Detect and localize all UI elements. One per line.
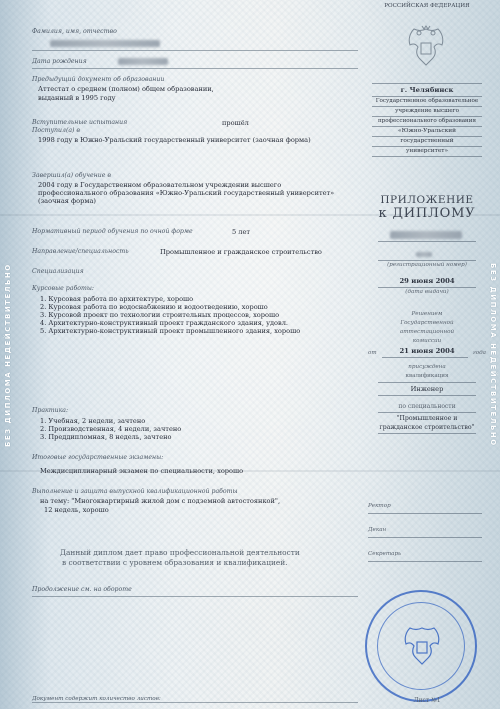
divider	[32, 702, 358, 703]
divider	[378, 260, 476, 261]
divider	[372, 116, 482, 117]
decision-date: 21 июня 2004	[399, 347, 455, 355]
institution-line: государственный	[400, 138, 454, 144]
left-column	[32, 0, 362, 709]
divider	[32, 68, 358, 69]
rights-line: в соответствии с уровнем образования и квалификацией.	[62, 558, 288, 567]
practice-item: 2. Производственная, 4 недели, зачтено	[40, 425, 182, 433]
redacted-diploma-number	[390, 231, 462, 239]
awarded-line: присуждена	[408, 364, 446, 370]
divider	[372, 83, 482, 84]
decision-line: Государственной	[400, 320, 454, 326]
specialty-line: гражданское строительство"	[379, 424, 475, 431]
prev-doc-line: Аттестат о среднем (полном) общем образовании,	[38, 85, 214, 93]
institution-line: «Южно-Уральский	[398, 128, 456, 134]
from-word: от	[368, 350, 377, 356]
divider	[32, 50, 358, 51]
direction-label: Направление/специальность	[32, 248, 129, 255]
exams-label: Вступительные испытания	[32, 119, 128, 126]
period-label: Нормативный период обучения по очной форме	[32, 228, 193, 235]
seal-eagle-icon	[399, 622, 445, 670]
divider	[378, 412, 476, 413]
specialization-label: Специализация	[32, 268, 84, 275]
period-value: 5 лет	[232, 228, 251, 236]
decision-line: аттестационной	[399, 329, 455, 335]
practice-item: 3. Преддипломная, 8 недель, зачтено	[40, 433, 172, 441]
institution-line: профессионального образования	[377, 118, 477, 124]
direction-value: Промышленное и гражданское строительство	[160, 248, 322, 256]
finished-line: профессионального образования «Южно-Уральский государственный университет»	[38, 189, 335, 197]
institution-line: учреждение высшего	[395, 108, 459, 114]
title-line1: ПРИЛОЖЕНИЕ	[380, 194, 474, 206]
divider	[372, 106, 482, 107]
coursework-item: 2. Курсовая работа по водоснабжению и водоотведению, хорошо	[40, 303, 268, 311]
divider	[378, 241, 476, 242]
divider	[372, 136, 482, 137]
practice-label: Практика:	[32, 407, 69, 414]
fio-label: Фамилия, имя, отчество	[32, 28, 117, 35]
prev-doc-line: выданный в 1995 году	[38, 94, 116, 102]
coursework-item: 1. Курсовая работа по архитектуре, хорошо	[40, 295, 194, 303]
finished-line: (заочная форма)	[38, 197, 96, 205]
decision-line: Решением	[411, 311, 443, 317]
right-column	[368, 0, 486, 600]
divider	[378, 433, 476, 434]
practice-item: 1. Учебная, 2 недели, зачтено	[40, 417, 146, 425]
specialty-label: по специальности	[398, 403, 456, 410]
coursework-item: 5. Архитектурно-конструктивный проект промышленного здания, хорошо	[40, 327, 301, 335]
thesis-line: на тему: "Многоквартирный жилой дом с подземной автостоянкой",	[40, 497, 281, 505]
prev-doc-label: Предыдущий документ об образовании	[32, 76, 165, 83]
divider	[378, 287, 476, 288]
edge-text-left: БЕЗ ДИПЛОМА НЕДЕЙСТВИТЕЛЬНО	[4, 263, 12, 447]
divider	[378, 382, 476, 383]
reg-number-label: (регистрационный номер)	[387, 262, 467, 268]
sheet-number: Лист №1	[413, 697, 441, 704]
divider	[372, 96, 482, 97]
rector-label: Ректор	[368, 503, 391, 509]
issue-date: 29 июня 2004	[399, 277, 455, 285]
redacted-name	[50, 40, 160, 47]
qualification: Инженер	[410, 385, 444, 393]
divider	[372, 126, 482, 127]
specialty-line: "Промышленное и	[396, 415, 458, 422]
title-line2: к ДИПЛОМУ	[378, 206, 476, 221]
final-exams-value: Междисциплинарный экзамен по специальности, хорошо	[40, 467, 244, 475]
redacted-birthdate	[118, 58, 168, 65]
exams-value: прошёл	[222, 119, 249, 127]
divider	[372, 146, 482, 147]
issue-date-label: (дата выдачи)	[405, 289, 449, 295]
continuation-label: Продолжение см. на обороте	[32, 586, 132, 593]
decision-line: комиссии	[412, 338, 442, 344]
divider	[378, 395, 476, 396]
awarded-line: квалификация	[405, 373, 449, 379]
divider	[372, 156, 482, 157]
enrolled-label: Поступил(а) в	[32, 127, 81, 134]
divider	[382, 357, 468, 358]
redacted-reg-number	[416, 252, 432, 257]
final-exams-label: Итоговые государственные экзамены:	[32, 454, 164, 461]
edge-text-right: БЕЗ ДИПЛОМА НЕДЕЙСТВИТЕЛЬНО	[489, 263, 497, 447]
sheets-label: Документ содержит количество листов:	[32, 696, 161, 702]
city: г. Челябинск	[400, 86, 454, 94]
signature-line	[368, 537, 482, 538]
dean-label: Декан	[368, 527, 387, 533]
coursework-item: 4. Архитектурно-конструктивный проект гражданского здания, удовл.	[40, 319, 289, 327]
courseworks-label: Курсовые работы:	[32, 285, 94, 292]
finished-line: 2004 году в Государственном образовательном учреждении высшего	[38, 181, 282, 189]
state-emblem-icon	[404, 23, 448, 69]
signature-line	[368, 513, 482, 514]
secretary-label: Секретарь	[368, 551, 402, 557]
country-label: РОССИЙСКАЯ ФЕДЕРАЦИЯ	[384, 3, 470, 9]
rights-line: Данный диплом дает право профессиональной деятельности	[60, 548, 300, 557]
official-seal	[365, 590, 477, 702]
year-word: года	[472, 350, 486, 356]
finished-label: Завершил(а) обучение в	[32, 172, 111, 179]
thesis-label: Выполнение и защита выпускной квалификационной работы	[32, 488, 238, 495]
signature-line	[368, 561, 482, 562]
birth-label: Дата рождения	[32, 58, 87, 65]
coursework-item: 3. Курсовой проект по технологии строительных процессов, хорошо	[40, 311, 280, 319]
thesis-line: 12 недель, хорошо	[44, 506, 109, 514]
enrolled-value: 1998 году в Южно-Уральский государственный университет (заочная форма)	[38, 136, 311, 144]
institution-line: университет»	[405, 148, 449, 154]
divider	[32, 596, 358, 597]
institution-line: Государственное образовательное	[375, 98, 479, 104]
